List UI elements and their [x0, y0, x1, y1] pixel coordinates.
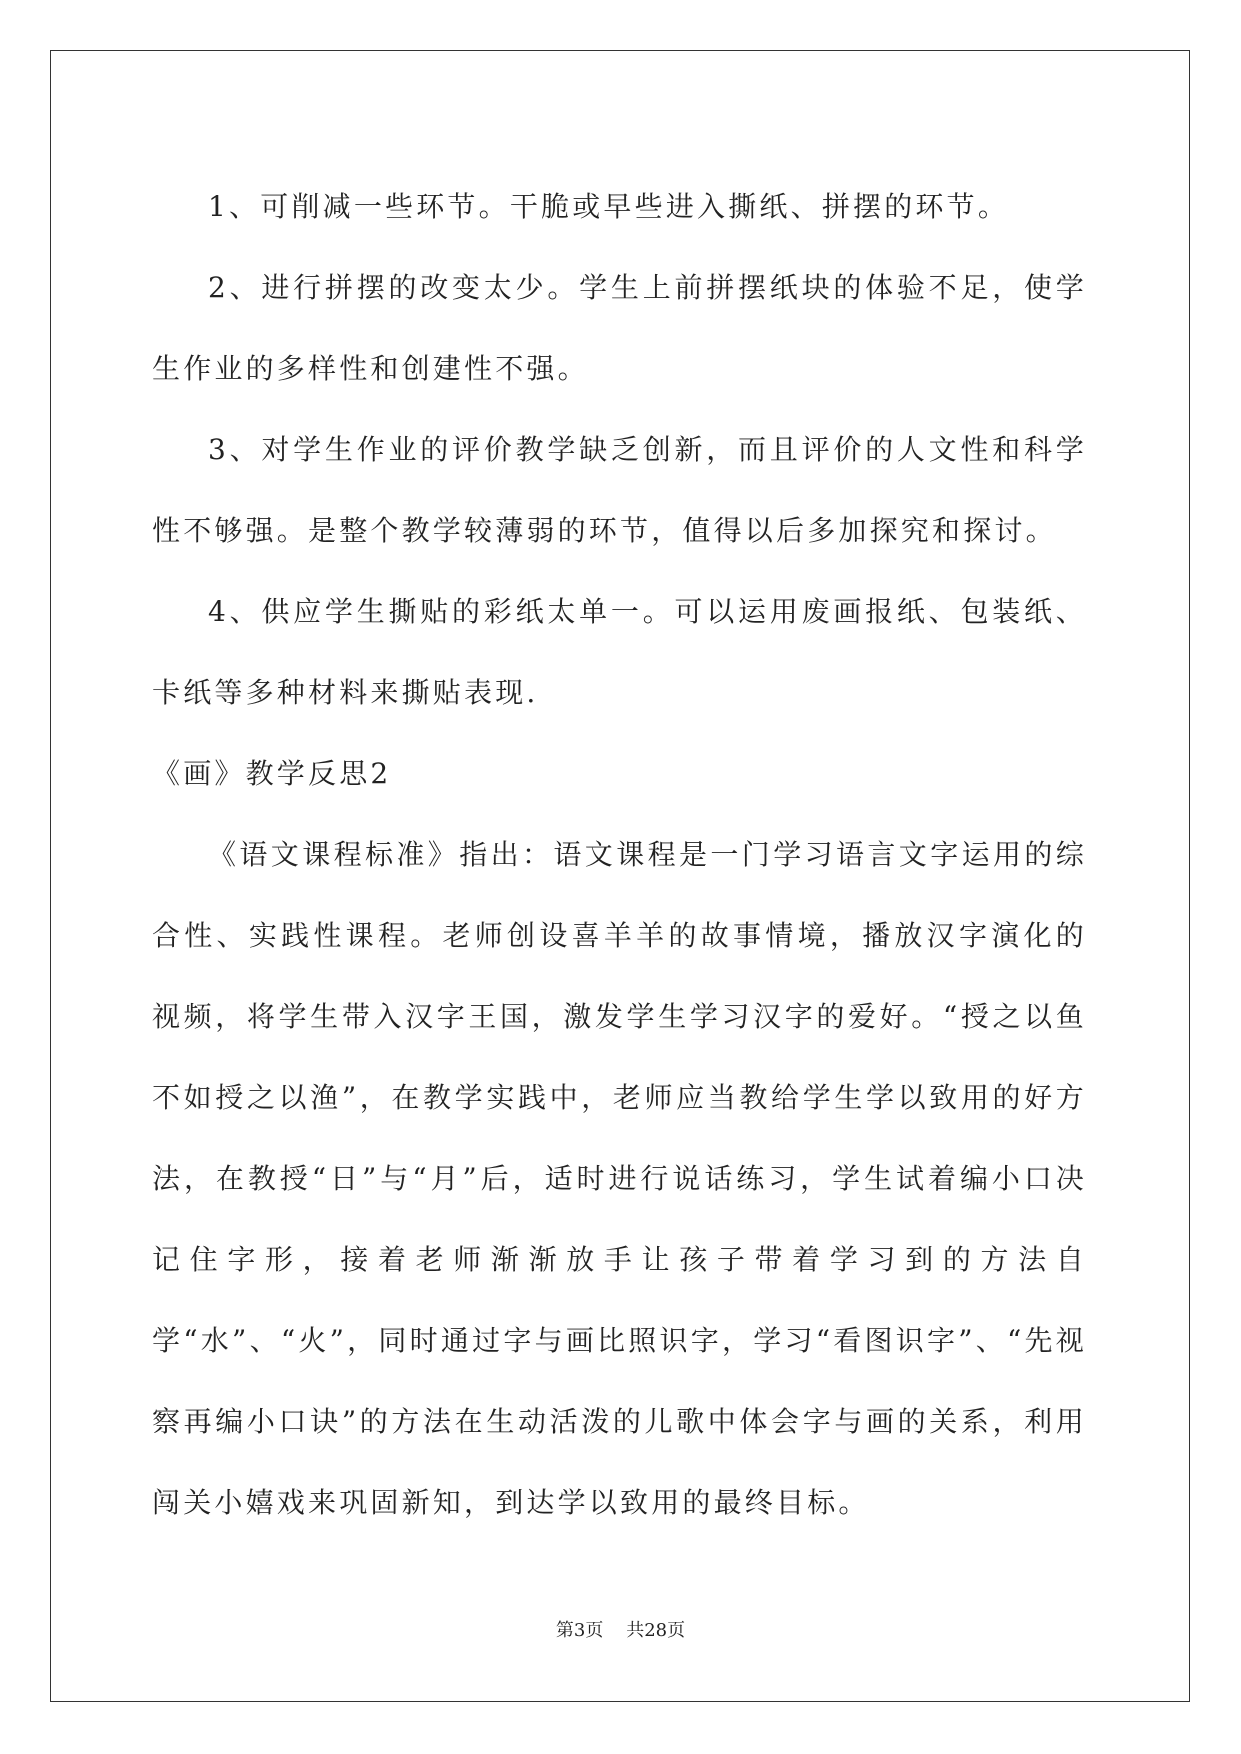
section-heading: 《画》教学反思2 — [152, 757, 392, 790]
page-total: 共28页 — [626, 1620, 686, 1641]
document-body — [152, 166, 1087, 1543]
page-footer — [0, 1616, 1241, 1642]
paragraph-2: 2、进行拼摆的改变太少。学生上前拼摆纸块的体验不足，使学生作业的多样性和创建性不强。 — [152, 271, 1087, 385]
paragraph-3: 3、对学生作业的评价教学缺乏创新，而且评价的人文性和科学性不够强。是整个教学较薄弱的环节，值得以后多加探究和探讨。 — [152, 433, 1087, 547]
paragraph-4: 4、供应学生撕贴的彩纸太单一。可以运用废画报纸、包装纸、卡纸等多种材料来撕贴表现. — [152, 595, 1087, 709]
paragraph-5: 《语文课程标准》指出：语文课程是一门学习语言文字运用的综合性、实践性课程。老师创设喜羊羊的故事情境，播放汉字演化的视频，将学生带入汉字王国，激发学生学习汉字的爱好。“授之以鱼不如授之以渔”，在教学实践中，老师应当教给学生学以致用的好方法，在教授“日”与“月”后，适时进行说话练习，学生试着编小口决记住字形，接着老师渐渐放手让孩子带着学习到的方法自学“水”、“火”，同时通过字与画比照识字，学习“看图识字”、“先视察再编小口诀”的方法在生动活泼的儿歌中体会字与画的关系，利用闯关小嬉戏来巩固新知，到达学以致用的最终目标。 — [152, 838, 1087, 1519]
page-number: 第3页 — [555, 1620, 604, 1641]
paragraph-1: 1、可削减一些环节。干脆或早些进入撕纸、拼摆的环节。 — [208, 190, 1010, 223]
